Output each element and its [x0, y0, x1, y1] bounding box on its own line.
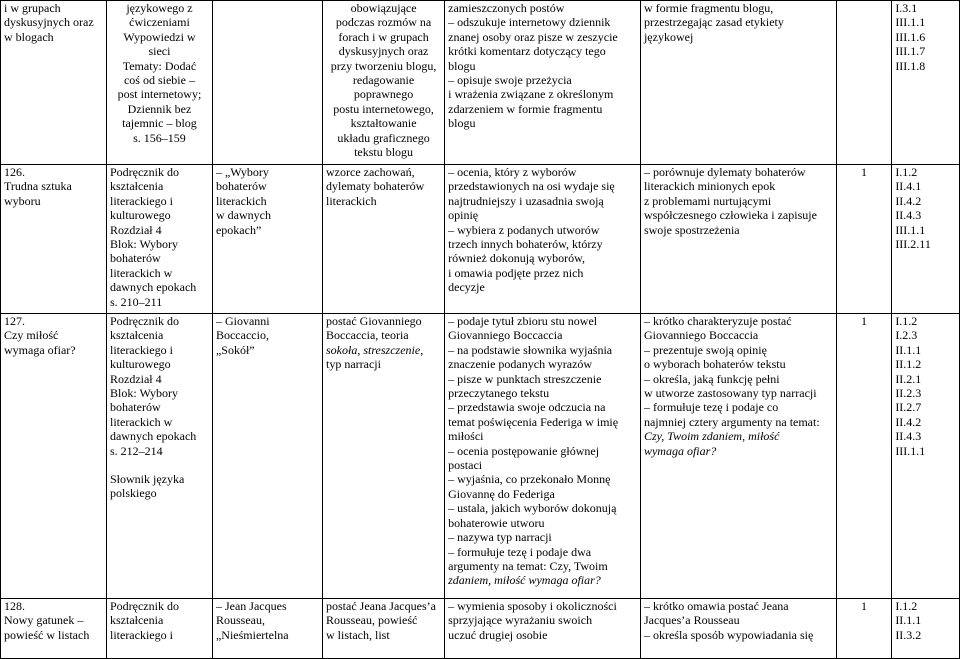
cell-line: znanej osoby oraz pisze w zeszycie — [448, 29, 618, 44]
cell-line: opinię — [448, 208, 479, 223]
cell-line: – Jean Jacques — [215, 599, 287, 613]
cell-line: Blok: Wybory — [109, 237, 179, 252]
cell-line: najtrudniejszy i uzasadnia swoją — [448, 193, 604, 208]
cell-line: Tematy: Dodać — [122, 58, 197, 73]
cell-line: Jacques’a Rousseau — [643, 613, 740, 628]
hours-cell: 1 — [836, 314, 892, 599]
cell-line: Rousseau, powieść — [326, 613, 418, 628]
cell-line: Giovannę do Federiga — [448, 486, 555, 501]
cell-line: kształcenia — [109, 328, 164, 343]
concepts-cell — [323, 1, 445, 165]
cell-line: literackich — [215, 193, 267, 208]
cell-line: Rozdział 4 — [109, 222, 162, 237]
cell-line: „Sokół” — [215, 342, 255, 357]
spacer — [110, 458, 209, 472]
cell-line: dylematy bohaterów — [326, 179, 425, 194]
cell-line: literackich w — [109, 414, 173, 429]
cell-line: kształcenia — [109, 179, 164, 194]
extended-requirements-cell — [640, 314, 836, 599]
cell-line: zdarzeniem w formie fragmentu — [448, 101, 603, 116]
cell-line: swoje spostrzeżenia — [643, 222, 740, 237]
lesson-title: Czy miłość — [4, 328, 59, 343]
cell-line: – nazywa typ narracji — [448, 530, 552, 545]
readings-cell — [212, 165, 322, 314]
cell-line: literackich minionych epok — [643, 179, 776, 194]
basic-requirements-cell — [445, 1, 641, 165]
cell-line: sokoła, streszczenie, — [326, 342, 424, 357]
codes-cell — [892, 1, 960, 165]
cell-line: literackiego i — [109, 193, 173, 208]
topic-cell — [1, 314, 107, 599]
cell-line: literackich — [326, 193, 377, 208]
cell-line: wymaga ofiar? — [643, 443, 717, 458]
cell-line: kulturowego — [109, 208, 171, 223]
cell-line: w blogach — [4, 29, 54, 44]
cell-line: – na podstawie słownika wyjaśnia — [448, 342, 613, 357]
table-row — [1, 1, 960, 165]
cell-line: blogu — [448, 58, 476, 73]
cell-line: tajemnic – blog — [122, 116, 197, 131]
cell-line: II.1.1 — [895, 342, 922, 357]
cell-line: forach i w grupach — [338, 29, 429, 44]
cell-line: uczuć drugiej osobie — [448, 627, 548, 642]
cell-line: temat poświęcenia Federiga w imię — [448, 414, 619, 429]
cell-line: II.4.3 — [895, 208, 922, 223]
cell-line: Giovanniego Boccaccia — [448, 328, 563, 343]
cell-line: Giovanniego Boccaccia — [643, 328, 759, 343]
cell-line: s. 212–214 — [109, 443, 163, 458]
cell-line: Blok: Wybory — [109, 386, 179, 401]
cell-line: III.1.1 — [895, 443, 926, 458]
cell-line: III.1.6 — [895, 29, 926, 44]
cell-line: zamieszczonych postów — [448, 1, 565, 15]
cell-line: Wypowiedzi w — [123, 29, 196, 44]
hours-cell: 1 — [836, 599, 892, 659]
cell-line: – ustala, jakich wyborów dokonują — [448, 501, 617, 516]
cell-line: kulturowego — [109, 357, 171, 372]
cell-line: II.4.2 — [895, 414, 922, 429]
cell-line: I.1.2 — [895, 599, 918, 613]
cell-line: Dziennik bez — [127, 101, 192, 116]
cell-line: decyzje — [448, 280, 485, 295]
cell-line: II.4.1 — [895, 179, 922, 194]
cell-line: – opisuje swoje przeżycia — [448, 73, 572, 88]
table-row — [1, 599, 960, 659]
cell-line: – określa, jaką funkcję pełni — [643, 371, 780, 386]
cell-line: III.1.8 — [895, 58, 926, 73]
cell-line: – przedstawia swoje odczucia na — [448, 400, 606, 415]
cell-line: redagowanie — [352, 73, 415, 88]
cell-line: krótki komentarz dotyczący tego — [448, 44, 606, 59]
cell-line: I.3.1 — [895, 1, 918, 15]
lesson-title: wymaga ofiar? — [4, 342, 76, 357]
cell-line: poprawnego — [353, 87, 414, 102]
cell-line: II.4.2 — [895, 193, 922, 208]
source-cell — [106, 314, 212, 599]
cell-line: – ocenia, który z wyborów — [448, 165, 577, 179]
lesson-number: 127. — [4, 314, 25, 328]
cell-line: w dawnych epokach” — [215, 208, 271, 237]
cell-line: – wybiera z podanych utworów — [448, 222, 600, 237]
cell-line: s. 156–159 — [133, 130, 186, 145]
cell-line: obowiązujące — [350, 1, 417, 15]
cell-line: Podręcznik do — [109, 314, 179, 328]
cell-line: – wyjaśnia, co przekonało Monnę — [448, 472, 611, 487]
cell-line: wzorce zachowań, — [326, 165, 415, 179]
cell-line: III.1.7 — [895, 44, 926, 59]
cell-line: i wrażenia związane z określonym — [448, 87, 614, 102]
readings-cell — [212, 314, 322, 599]
cell-line: i omawia podjęte przez nich — [448, 265, 584, 280]
cell-line: s. 210–211 — [109, 294, 163, 309]
cell-line: postaci — [448, 458, 483, 473]
cell-line: dawnych epokach — [109, 280, 197, 295]
cell-line: Rousseau, — [215, 613, 265, 628]
cell-line: dawnych epokach — [109, 429, 197, 444]
cell-line: w formie fragmentu blogu, — [643, 1, 774, 15]
cell-line: post internetowy; — [117, 87, 202, 102]
cell-line: Czy, Twoim zdaniem, miłość — [643, 429, 780, 444]
lesson-title: Nowy gatunek – — [4, 613, 84, 628]
cell-line: – formułuje tezę i podaje co — [643, 400, 779, 415]
topic-cell — [1, 599, 107, 659]
cell-line: bohaterów — [215, 179, 267, 194]
cell-line: – prezentuje swoją opinię — [643, 342, 767, 357]
cell-line: blogu — [448, 116, 476, 131]
concepts-cell — [323, 599, 445, 659]
cell-line: zdaniem, miłość wymaga ofiar? — [448, 573, 601, 588]
cell-line: coś od siebie – — [123, 73, 195, 88]
cell-line: postać Giovanniego — [326, 314, 422, 328]
cell-line: – formułuje tezę i podaje dwa — [448, 544, 592, 559]
cell-line: typ narracji — [326, 357, 381, 372]
cell-line: językowego z — [126, 1, 193, 15]
cell-line: II.3.2 — [895, 627, 922, 642]
cell-line: II.2.7 — [895, 400, 922, 415]
cell-line: II.4.3 — [895, 429, 922, 444]
cell-line: literackich w — [109, 265, 173, 280]
codes-cell — [892, 314, 960, 599]
extended-requirements-cell — [640, 1, 836, 165]
cell-line: dyskusyjnych oraz — [4, 15, 94, 30]
cell-line: – pisze w punktach streszczenie — [448, 371, 602, 386]
cell-line: bohaterów — [109, 400, 161, 415]
cell-line: polskiego — [109, 486, 157, 501]
cell-line: współczesnego człowieka i zapisuje — [643, 208, 817, 223]
cell-line: Podręcznik do — [109, 599, 179, 613]
hours-cell — [836, 1, 892, 165]
cell-line: – podaje tytuł zbioru stu nowel — [448, 314, 598, 328]
readings-cell — [212, 1, 322, 165]
cell-line: przestrzegając zasad etykiety — [643, 15, 784, 30]
cell-line: bohaterowie utworu — [448, 515, 545, 530]
cell-line: przeczytanego tekstu — [448, 386, 550, 401]
cell-line: „Nieśmiertelna — [215, 627, 289, 642]
concepts-cell — [323, 314, 445, 599]
table-row — [1, 314, 960, 599]
concepts-cell — [323, 165, 445, 314]
cell-line: Rozdział 4 — [109, 371, 162, 386]
cell-line: przy tworzeniu blogu, — [330, 58, 437, 73]
cell-line: kształcenia — [109, 613, 164, 628]
table-row — [1, 165, 960, 314]
basic-requirements-cell — [445, 599, 641, 659]
cell-line: z problemami nurtującymi — [643, 193, 772, 208]
cell-line: kształtowanie — [350, 116, 417, 131]
codes-cell — [892, 599, 960, 659]
cell-line: dyskusyjnych oraz — [338, 44, 429, 59]
lesson-title: Trudna sztuka — [4, 179, 72, 194]
cell-line: sieci — [148, 44, 171, 59]
source-cell — [106, 165, 212, 314]
basic-requirements-cell — [445, 165, 641, 314]
cell-line: II.1.2 — [895, 357, 922, 372]
cell-line: językowej — [643, 29, 694, 44]
cell-line: I.1.2 — [895, 314, 918, 328]
cell-line: w listach, list — [326, 627, 390, 642]
hours-cell: 1 — [836, 165, 892, 314]
cell-line: – ocenia postępowanie głównej — [448, 443, 600, 458]
cell-line: II.1.1 — [895, 613, 922, 628]
cell-line: literackiego i — [109, 342, 173, 357]
cell-line: Boccaccia, teoria — [326, 328, 409, 343]
cell-line: miłości — [448, 429, 484, 444]
source-cell — [106, 599, 212, 659]
cell-line: II.2.1 — [895, 371, 922, 386]
codes-cell — [892, 165, 960, 314]
cell-line: literackiego i — [109, 627, 173, 642]
extended-requirements-cell — [640, 165, 836, 314]
cell-line: – porównuje dylematy bohaterów — [643, 165, 806, 179]
cell-line: postu internetowego, — [333, 101, 434, 116]
cell-line: i w grupach — [4, 1, 61, 15]
cell-line: o wyborach bohaterów tekstu — [643, 357, 786, 372]
cell-line: bohaterów — [109, 251, 161, 266]
cell-line: układu graficznego — [337, 130, 430, 145]
readings-cell — [212, 599, 322, 659]
basic-requirements-cell — [445, 314, 641, 599]
cell-line: – krótko omawia postać Jeana — [643, 599, 789, 613]
lesson-title: powieść w listach — [4, 627, 90, 642]
cell-line: III.2.11 — [895, 237, 931, 252]
cell-line: Słownik języka — [109, 472, 185, 487]
cell-line: – określa sposób wypowiadania się — [643, 627, 814, 642]
cell-line: podczas rozmów na — [335, 15, 432, 30]
lesson-number: 128. — [4, 599, 25, 613]
cell-line: trzech innych bohaterów, którzy — [448, 237, 603, 252]
cell-line: znaczenie podanych wyrazów — [448, 357, 593, 372]
cell-line: najmniej cztery argumenty na temat: — [643, 414, 820, 429]
topic-cell — [1, 1, 107, 165]
cell-line: przedstawionych na osi wydaje się — [448, 179, 615, 194]
cell-line: ćwiczeniami — [129, 15, 190, 30]
topic-cell — [1, 165, 107, 314]
lesson-number: 126. — [4, 165, 25, 179]
extended-requirements-cell — [640, 599, 836, 659]
cell-line: II.2.3 — [895, 386, 922, 401]
lesson-title: wyboru — [4, 193, 41, 208]
cell-line: – odszukuje internetowy dziennik — [448, 15, 611, 30]
source-cell — [106, 1, 212, 165]
cell-line: – Giovanni — [215, 314, 270, 328]
cell-line: argumenty na temat: Czy, Twoim — [448, 558, 608, 573]
cell-line: – wymienia sposoby i okoliczności — [448, 599, 617, 613]
cell-line: I.1.2 — [895, 165, 918, 179]
cell-line: również dokonują wyborów, — [448, 251, 585, 266]
cell-line: sprzyjające wyrażaniu swoich — [448, 613, 593, 628]
cell-line: tekstu blogu — [354, 145, 414, 160]
cell-line: w utworze zastosowany typ narracji — [643, 386, 817, 401]
cell-line: I.2.3 — [895, 328, 918, 343]
cell-line: – „Wybory — [215, 165, 269, 179]
cell-line: III.1.1 — [895, 222, 926, 237]
cell-line: Boccaccio, — [215, 328, 269, 343]
cell-line: postać Jeana Jacques’a — [326, 599, 436, 613]
cell-line: III.1.1 — [895, 15, 926, 30]
cell-line: Podręcznik do — [109, 165, 179, 179]
cell-line: – krótko charakteryzuje postać — [643, 314, 792, 328]
